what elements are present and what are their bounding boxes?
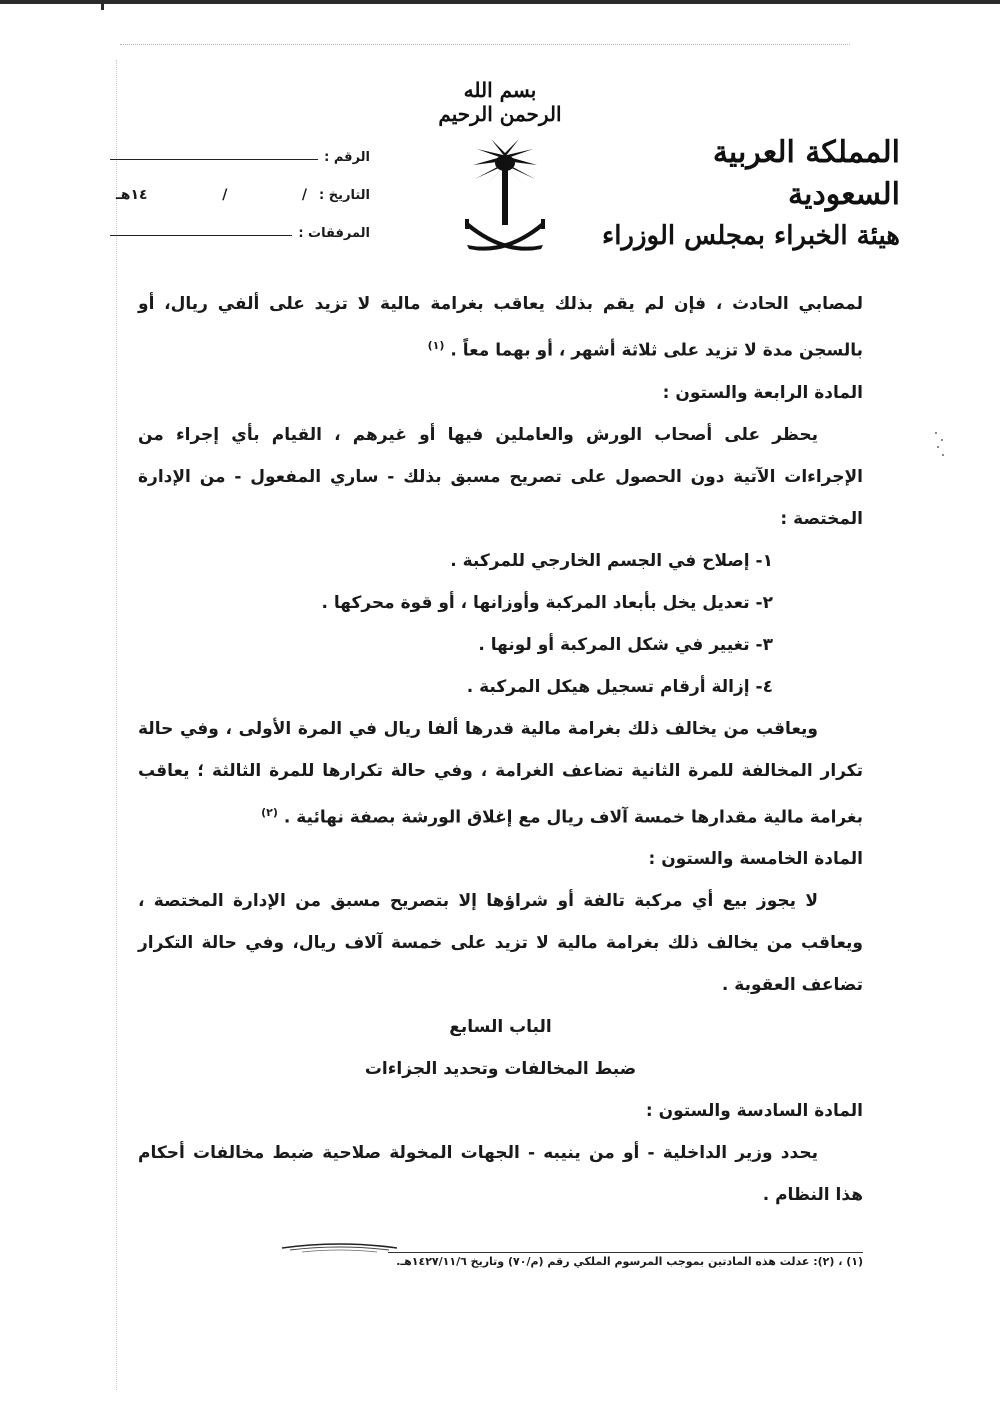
article-65-text: لا يجوز بيع أي مركبة تالفة أو شراؤها إلا بتصريح مسبق من الإدارة المختصة ، ويعاقب من يخالف ذلك بغرامة مالية لا تزيد على خمسة آلاف ريال، وفي حالة التكرار تضاعف العقوبة .: [138, 891, 863, 996]
scan-border-tick: [101, 0, 104, 10]
list-item: ٣- تغيير في شكل المركبة أو لونها .: [478, 634, 773, 655]
date-slash: /: [301, 187, 308, 203]
header-dotted-line: [120, 44, 850, 45]
paragraph-text: ويعاقب من يخالف ذلك بغرامة مالية قدرها ألفا ريال في المرة الأولى ، وفي حالة تكرار المخالفة للمرة الثانية تضاعف الغرامة ، وفي حالة تكرارها للمرة الثالثة ؛ يعاقب بغرامة مالية مقدارها خمسة آلاف ريال مع إغلاق الورشة بصفة نهائية .: [138, 718, 863, 828]
ref-label: الرقم :: [324, 149, 370, 165]
ministry-line1: المملكة العربية السعودية: [712, 135, 900, 212]
article-64-intro: يحظر على أصحاب الورش والعاملين فيها أو غيرهم ، القيام بأي إجراء من الإجراءات الآتية دون الحصول على تصريح مسبق بذلك - ساري المفعول - من الإدارة المختصة :: [138, 424, 863, 529]
article-64-penalty: [138, 708, 863, 839]
chapter-title: الباب السابع: [449, 1017, 552, 1038]
palm-swords-emblem-icon: [455, 135, 555, 265]
ministry-line2: هيئة الخبراء بمجلس الوزراء: [601, 221, 900, 251]
reference-block: [110, 138, 370, 252]
date-label: التاريخ :: [319, 187, 370, 203]
list-item: ١- إصلاح في الجسم الخارجي للمركبة .: [450, 550, 773, 571]
article-64-title: المادة الرابعة والستون :: [662, 382, 863, 403]
scan-border: [0, 0, 1000, 10]
paragraph: [138, 283, 863, 372]
date-row: [110, 176, 370, 214]
date-value: [110, 187, 313, 203]
document-body: [138, 283, 863, 1216]
scan-border-bar: [0, 0, 1000, 4]
footnote: (١) ، (٢): عدلت هذه المادتين بموجب المرسوم الملكي رقم (م/٧٠) وتاريخ ١٤٢٧/١١/٦هـ.: [388, 1252, 863, 1268]
ref-row: [110, 138, 370, 176]
ref-line: [110, 159, 318, 160]
attachments-label: المرفقات :: [298, 225, 370, 241]
article-66-title: المادة السادسة والستون :: [645, 1101, 863, 1122]
chapter-subtitle: ضبط المخالفات وتحديد الجزاءات: [364, 1059, 637, 1080]
ministry-header: [600, 132, 900, 256]
attachments-line: [110, 235, 292, 236]
list-item: ٢- تعديل يخل بأبعاد المركبة وأوزانها ، أو قوة محركها .: [321, 592, 773, 613]
date-slash: /: [222, 187, 228, 203]
article-65-title: المادة الخامسة والستون :: [648, 849, 863, 870]
footnote-ref: (٢): [261, 805, 278, 819]
basmala: بسم الله الرحمن الرحيم: [438, 78, 562, 126]
footnote-ornament: [282, 1240, 397, 1254]
list-item: ٤- إزالة أرقام تسجيل هيكل المركبة .: [466, 676, 773, 697]
footnote-ref: (١): [427, 339, 445, 352]
paragraph-text: لمصابي الحادث ، فإن لم يقم بذلك يعاقب بغرامة مالية لا تزيد على ألفي ريال، أو بالسجن مدة لا تزيد على ثلاثة أشهر ، أو بهما معاً .: [138, 294, 863, 361]
attachments-row: [110, 214, 370, 252]
article-66-text: يحدد وزير الداخلية - أو من ينيبه - الجهات المخولة صلاحية ضبط مخالفات أحكام هذا النظام .: [138, 1143, 863, 1206]
left-margin-line: [116, 60, 117, 1390]
scan-noise: [933, 430, 945, 460]
date-suffix: ١٤هـ: [116, 187, 148, 203]
